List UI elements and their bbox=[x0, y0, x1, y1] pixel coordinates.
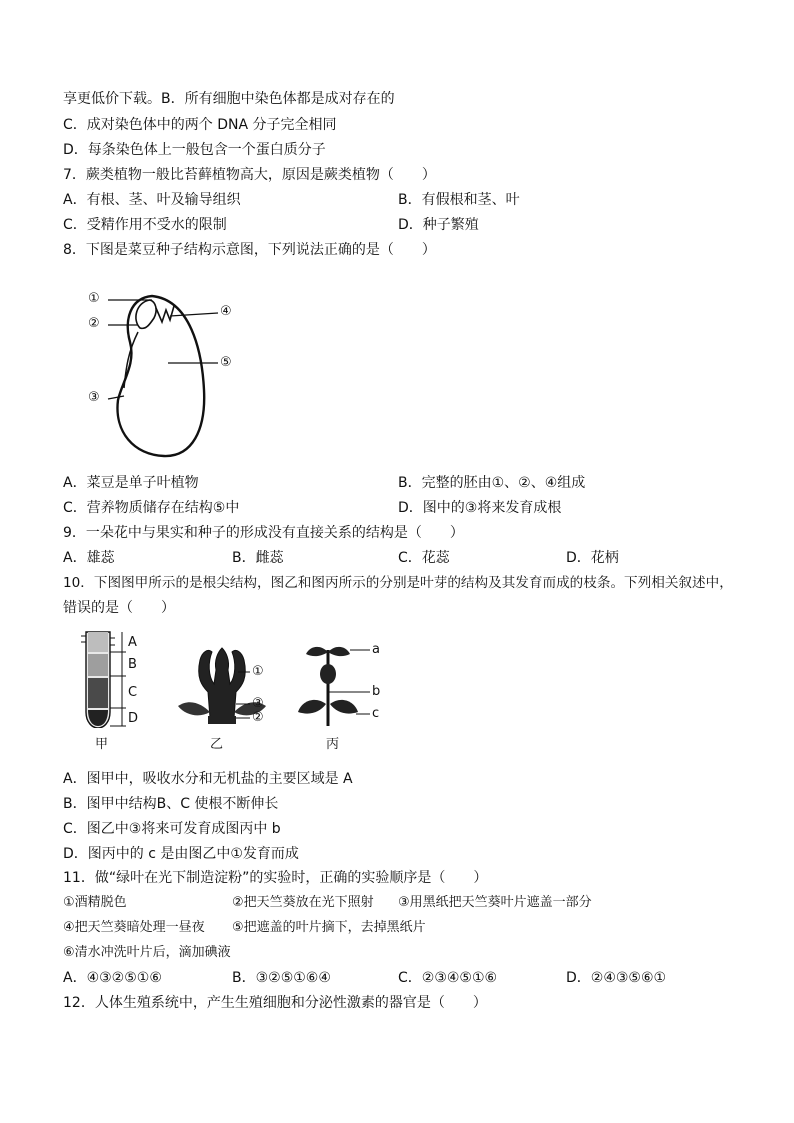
q9-option-b: B．雌蕊 bbox=[232, 550, 284, 566]
q10-option-d: D．图丙中的 c 是由图乙中①发育而成 bbox=[63, 846, 299, 862]
q10-stem-line2: 错误的是（ ） bbox=[63, 600, 175, 616]
q7-option-d: D．种子繁殖 bbox=[398, 217, 479, 233]
q12-stem: 12．人体生殖系统中，产生生殖细胞和分泌性激素的器官是（ ） bbox=[63, 995, 487, 1011]
q10-option-c: C．图乙中③将来可发育成图丙中 b bbox=[63, 821, 281, 837]
shoot-label-c: c bbox=[372, 706, 380, 721]
q11-step-3: ③用黑纸把天竺葵叶片遮盖一部分 bbox=[398, 895, 592, 910]
seed-label-5: ⑤ bbox=[220, 355, 232, 370]
q7-option-b: B．有假根和茎、叶 bbox=[398, 192, 520, 208]
q11-stem: 11．做“绿叶在光下制造淀粉”的实验时，正确的实验顺序是（ ） bbox=[63, 870, 488, 886]
root-tip-diagram bbox=[78, 628, 148, 754]
bud-label-3: ③ bbox=[252, 696, 264, 711]
q11-step-4: ④把天竺葵暗处理一昼夜 bbox=[63, 920, 205, 935]
q8-option-a: A．菜豆是单子叶植物 bbox=[63, 475, 199, 491]
q10-option-b: B．图甲中结构B、C 使根不断伸长 bbox=[63, 796, 279, 812]
shoot-diagram bbox=[292, 640, 392, 754]
caption-yi: 乙 bbox=[210, 737, 224, 752]
bean-seed-diagram bbox=[80, 280, 250, 465]
caption-jia: 甲 bbox=[95, 737, 109, 752]
q11-step-5: ⑤把遮盖的叶片摘下，去掉黑纸片 bbox=[232, 920, 426, 935]
q10-option-a: A．图甲中，吸收水分和无机盐的主要区域是 A bbox=[63, 771, 353, 787]
q11-option-a: A．④③②⑤①⑥ bbox=[63, 970, 162, 986]
root-label-b: B bbox=[128, 657, 137, 672]
root-label-d: D bbox=[128, 711, 139, 726]
root-label-c: C bbox=[128, 685, 138, 700]
caption-bing: 丙 bbox=[326, 737, 340, 752]
q11-option-b: B．③②⑤①⑥④ bbox=[232, 970, 331, 986]
seed-label-1: ① bbox=[88, 291, 100, 306]
q11-option-d: D．②④③⑤⑥① bbox=[566, 970, 667, 986]
bud-label-2: ② bbox=[252, 710, 264, 725]
q9-option-a: A．雄蕊 bbox=[63, 550, 115, 566]
q10-stem-line1: 10．下图图甲所示的是根尖结构，图乙和图丙所示的分别是叶芽的结构及其发育而成的枝条。下列相关叙述中， bbox=[63, 575, 733, 591]
q11-step-6: ⑥清水冲洗叶片后，滴加碘液 bbox=[63, 945, 231, 960]
q8-option-c: C．营养物质储存在结构⑤中 bbox=[63, 500, 240, 516]
q9-option-d: D．花柄 bbox=[566, 550, 619, 566]
q7-stem: 7．蕨类植物一般比苔藓植物高大，原因是蕨类植物（ ） bbox=[63, 167, 436, 183]
shoot-label-a: a bbox=[372, 642, 380, 657]
bud-label-1: ① bbox=[252, 664, 264, 679]
q8-stem: 8．下图是菜豆种子结构示意图，下列说法正确的是（ ） bbox=[63, 242, 436, 258]
seed-label-2: ② bbox=[88, 316, 100, 331]
q8-option-d: D．图中的③将来发育成根 bbox=[398, 500, 562, 516]
leaf-bud-diagram bbox=[172, 640, 272, 754]
seed-label-3: ③ bbox=[88, 390, 100, 405]
seed-label-4: ④ bbox=[220, 304, 232, 319]
q8-option-b: B．完整的胚由①、②、④组成 bbox=[398, 475, 586, 491]
q7-option-a: A．有根、茎、叶及输导组织 bbox=[63, 192, 241, 208]
q6-option-c: C．成对染色体中的两个 DNA 分子完全相同 bbox=[63, 117, 337, 133]
q7-option-c: C．受精作用不受水的限制 bbox=[63, 217, 227, 233]
q9-option-c: C．花蕊 bbox=[398, 550, 450, 566]
q6-option-b-line: 享更低价下载。B．所有细胞中染色体都是成对存在的 bbox=[63, 91, 395, 107]
radicle bbox=[136, 300, 156, 328]
root-label-a: A bbox=[128, 635, 137, 650]
q11-step-1: ①酒精脱色 bbox=[63, 895, 127, 910]
plumule bbox=[156, 306, 174, 322]
q11-option-c: C．②③④⑤①⑥ bbox=[398, 970, 498, 986]
q11-step-2: ②把天竺葵放在光下照射 bbox=[232, 895, 374, 910]
shoot-label-b: b bbox=[372, 684, 381, 699]
q9-stem: 9．一朵花中与果实和种子的形成没有直接关系的结构是（ ） bbox=[63, 525, 464, 541]
q6-option-d: D．每条染色体上一般包含一个蛋白质分子 bbox=[63, 142, 326, 158]
